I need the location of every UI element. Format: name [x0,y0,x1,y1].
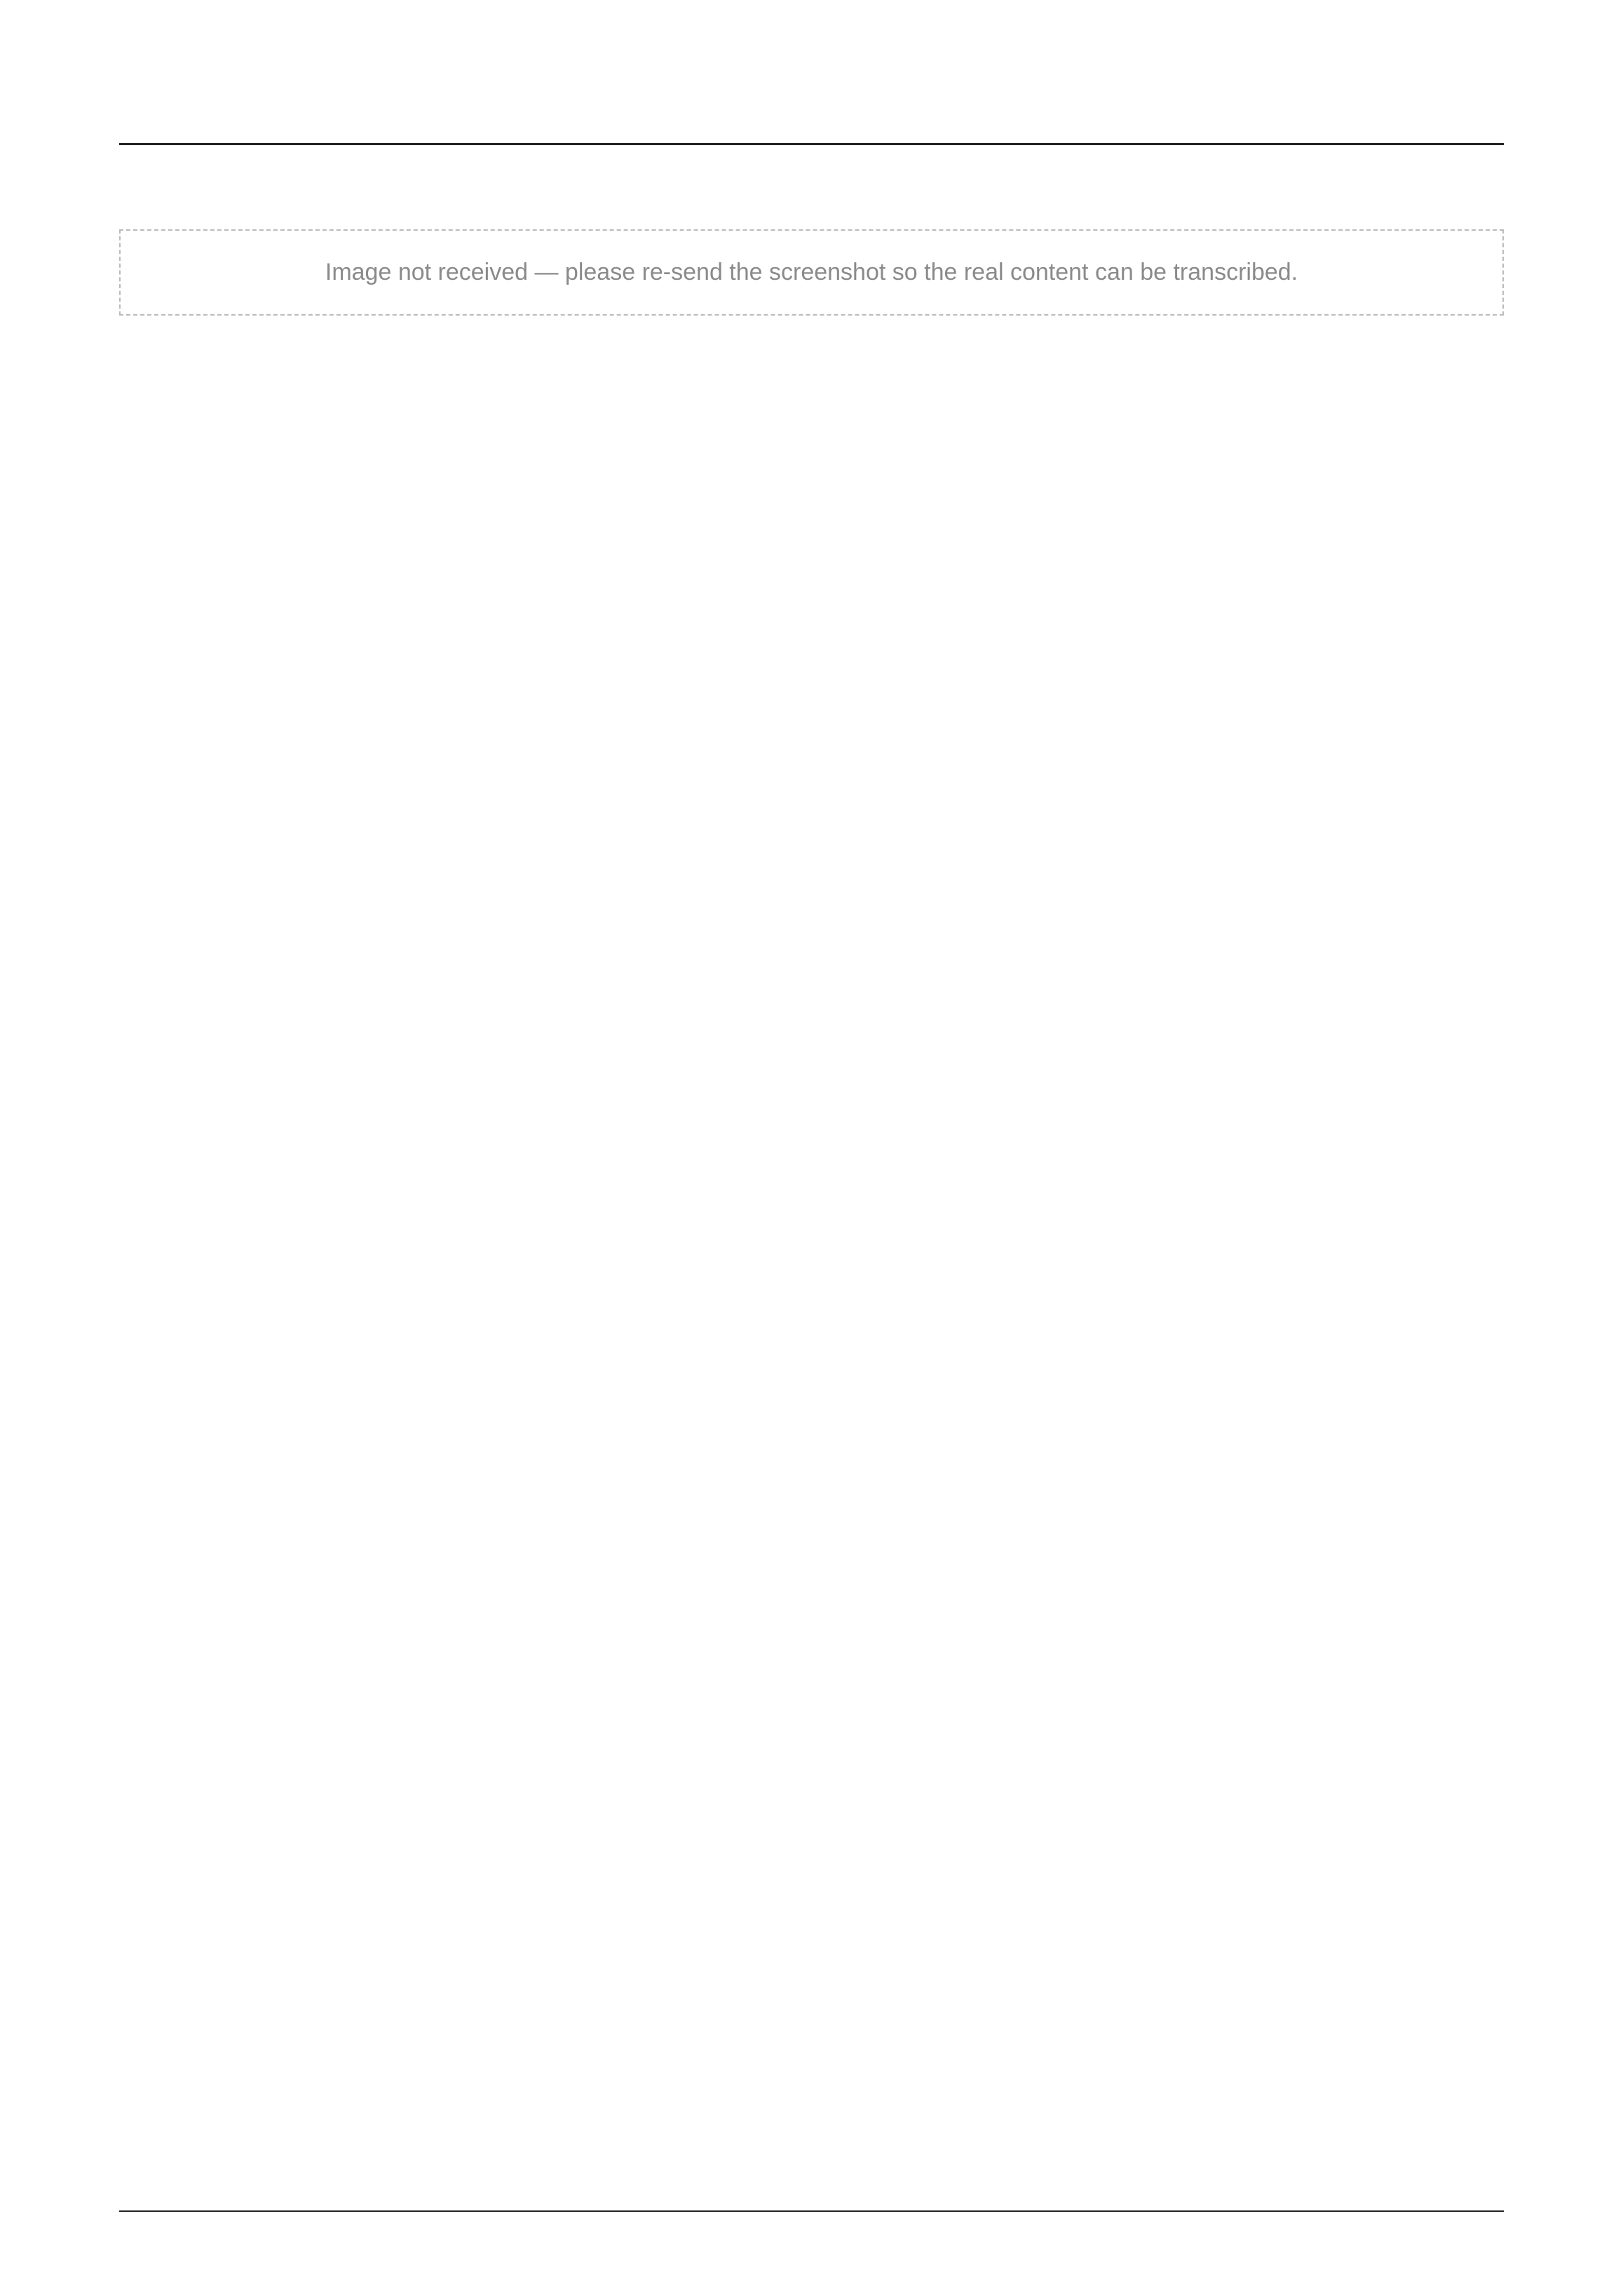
page-header [119,126,1504,145]
missing-image-notice: Image not received — please re-send the screenshot so the real content can be transcribed. [119,229,1504,316]
page-footer [119,2210,1504,2226]
